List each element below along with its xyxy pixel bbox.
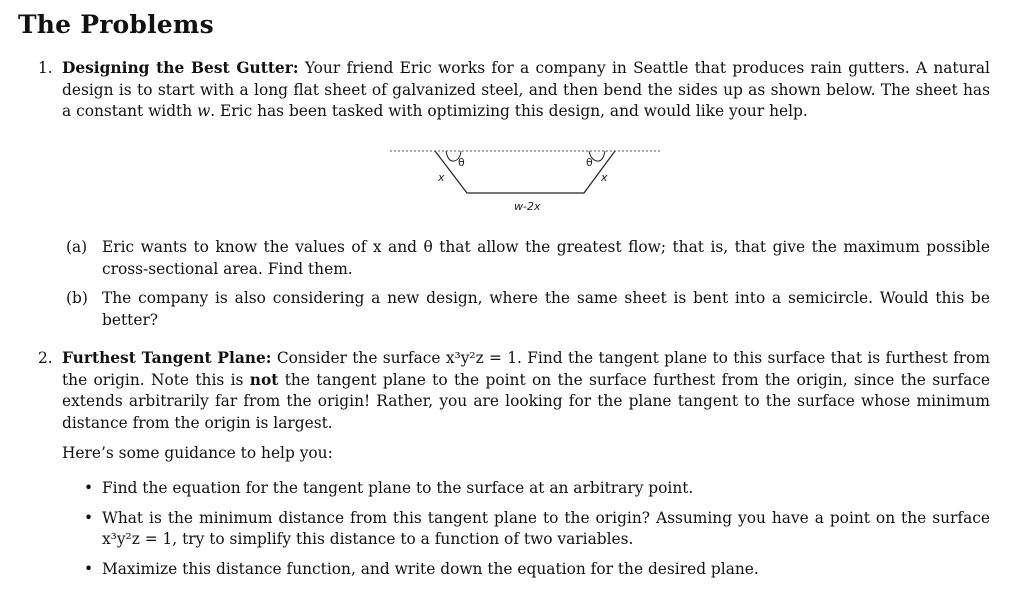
problem-number: 2. <box>38 349 53 367</box>
list-item <box>84 559 990 581</box>
bullet-text: Maximize this distance function, and write down the equation for the desired plane. <box>102 559 759 578</box>
bullet-icon: • <box>84 559 94 578</box>
right-angle-label: θ <box>586 156 593 169</box>
list-item <box>84 508 990 551</box>
problem-text: Your friend Eric works for a company in Seattle that produces rain gutters. A natural design is to start with a long flat sheet of galvanized steel, and then bend the sides up as shown below. The sheet has a constant width <box>62 59 990 120</box>
guidance-list <box>84 478 990 580</box>
gutter-diagram <box>388 142 668 218</box>
list-item <box>84 478 990 500</box>
part-a <box>66 237 990 280</box>
problem-title: Designing the Best Gutter: <box>62 59 299 77</box>
guidance-intro: Here’s some guidance to help you: <box>62 444 333 462</box>
left-angle-label: θ <box>458 156 465 169</box>
part-a-label: (a) <box>66 238 88 256</box>
problem-text-end: . Eric has been tasked with optimizing this design, and would like your help. <box>210 102 808 120</box>
left-side-label: x <box>438 171 445 184</box>
emphasis-not: not <box>249 370 279 389</box>
problem-title: Furthest Tangent Plane: <box>62 349 272 367</box>
problem-text-b: the tangent plane to the point on the surface furthest from the origin, since the surface extends arbitrarily far from the origin! Rather, you are looking for the plane tangent to the surface whose minimum distance from the origin is largest. <box>62 370 991 432</box>
part-b-text: The company is also considering a new design, where the same sheet is bent into a semicircle. Would this be better? <box>102 289 990 329</box>
problem-text-a: Consider the surface x³y²z = 1. Find the tangent plane to this surface that is furthest from the origin. Note this is <box>62 349 990 389</box>
width-variable: w <box>197 102 211 120</box>
bullet-text: What is the minimum distance from this tangent plane to the origin? Assuming you have a point on the surface x³y²z = 1, try to simplify this distance to a function of two variables. <box>102 508 990 548</box>
bottom-label: w-2x <box>514 200 541 213</box>
bullet-icon: • <box>84 479 94 497</box>
bullet-icon: • <box>84 508 94 527</box>
page-heading: The Problems <box>18 10 214 39</box>
part-b-label: (b) <box>66 289 88 307</box>
problem-2 <box>38 348 990 434</box>
part-b <box>66 288 990 331</box>
bullet-text: Find the equation for the tangent plane to the surface at an arbitrary point. <box>102 479 694 497</box>
right-side-label: x <box>601 171 608 184</box>
problem-number: 1. <box>38 59 53 77</box>
part-a-text: Eric wants to know the values of x and θ that allow the greatest flow; that is, that give the maximum possible cross-sectional area. Find them. <box>102 238 990 278</box>
problem-1 <box>38 58 990 123</box>
